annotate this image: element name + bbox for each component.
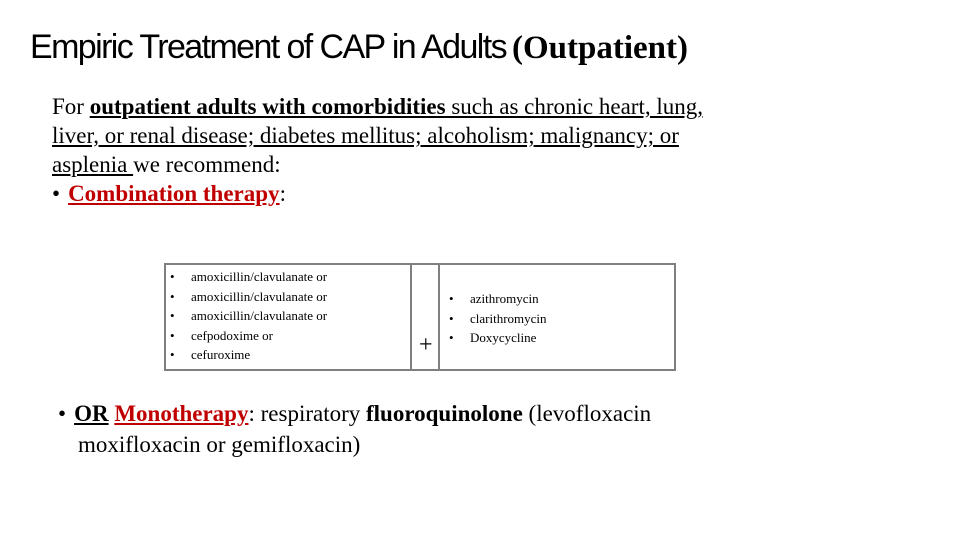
monotherapy-line-2: moxifloxacin or gemifloxacin) (78, 432, 361, 457)
bullet-icon: • (449, 310, 454, 326)
bullet-icon: • (170, 308, 175, 323)
fluoroquinolone-text: fluoroquinolone (366, 401, 523, 426)
combination-therapy-label: Combination therapy (68, 181, 280, 206)
intro-prefix: For (52, 94, 90, 119)
monotherapy-paragraph (58, 398, 858, 460)
macrolide-doxy-list (449, 289, 547, 348)
beta-lactam-list (170, 267, 327, 365)
title-main: Empiric Treatment of CAP in Adults (30, 28, 506, 66)
bullet-icon: • (170, 269, 175, 284)
monotherapy-line-1 (58, 398, 858, 429)
intro-line-3 (52, 150, 872, 179)
title-qualifier: (Outpatient) (511, 30, 688, 66)
intro-line-2: liver, or renal disease; diabetes mellitus; alcoholism; malignancy; or (52, 123, 679, 148)
monotherapy-after-label: : respiratory (248, 401, 366, 426)
bullet-icon: • (58, 401, 67, 426)
or-label: OR (74, 401, 109, 426)
slide-title (30, 28, 688, 67)
list-item: • amoxicillin/clavulanate or (170, 267, 327, 287)
bullet-icon: • (449, 330, 454, 345)
list-item: • clarithromycin (449, 309, 547, 329)
intro-paragraph (52, 92, 872, 208)
list-item: • amoxicillin/clavulanate or (170, 306, 327, 326)
intro-line1-rest: such as chronic heart, lung, (445, 94, 703, 119)
bullet-icon: • (170, 288, 175, 304)
list-item: • cefpodoxime or (170, 326, 327, 346)
combination-colon: : (279, 181, 286, 206)
plus-sign: + (419, 332, 433, 358)
list-item: • cefuroxime (170, 345, 327, 365)
bullet-icon: • (52, 181, 61, 206)
bullet-icon: • (170, 327, 175, 343)
monotherapy-label: Monotherapy (114, 401, 249, 426)
recommend-text: we recommend: (133, 152, 281, 177)
bullet-icon: • (170, 347, 175, 362)
comorbidities-highlight: outpatient adults with comorbidities (89, 94, 446, 119)
asplenia-text: asplenia (52, 152, 134, 177)
bullet-icon: • (449, 291, 454, 306)
list-item: • azithromycin (449, 289, 547, 309)
monotherapy-line1-rest: (levofloxacin (522, 401, 652, 426)
list-item: • amoxicillin/clavulanate or (170, 287, 327, 307)
combination-bullet (52, 179, 872, 208)
intro-line-1 (52, 92, 872, 121)
list-item: • Doxycycline (449, 328, 547, 348)
